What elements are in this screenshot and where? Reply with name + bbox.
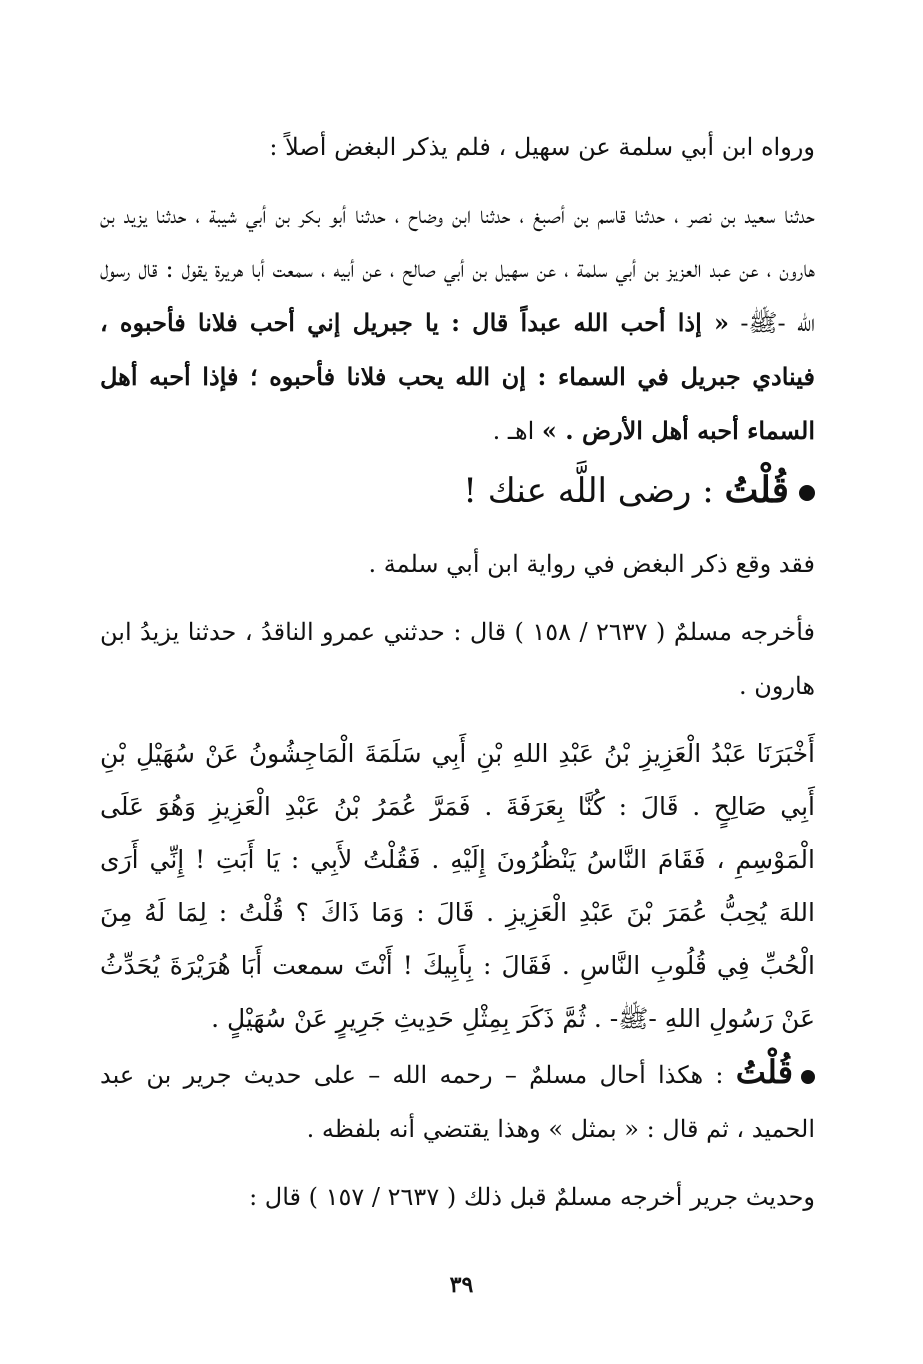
paragraph-intro: ورواه ابن أبي سلمة عن سهيل ، فلم يذكر البغض أصلاً : [269,133,815,161]
paragraph-isnad [100,188,815,458]
isnad-text: حدثنا سعيد بن نصر ، حدثنا قاسم بن أصبغ ، حدثنا ابن وضاح ، حدثنا أبو بكر بن أبي شيبة ، حدثنا يزيد بن هارون ، عن عبد العزيز بن أبي سلمة ، عن سهيل بن أبي صالح ، عن أبيه ، سمعت أبا هريرة يقول : قال رسول الله -ﷺ- [100,201,816,337]
heading-qult-2 [100,1045,815,1156]
qult-label: قُلْتُ [724,469,789,511]
paragraph-note: فقد وقع ذكر البغض في رواية ابن أبي سلمة . [368,550,815,578]
paragraph-takhrij: فأخرجه مسلمٌ ( ٢٦٣٧ / ١٥٨ ) قال : حدثني عمرو الناقدُ ، حدثنا يزيدُ ابن هارون . [100,618,816,700]
qult-text: : هكذا أحال مسلمٌ – رحمه الله – على حديث جرير بن عبد الحميد ، ثم قال : « بمثل » وهذا يقتضي أنه بلفظه . [100,1061,815,1143]
page-number: ٣٩ [449,1272,474,1298]
bullet-dot-icon [799,485,815,501]
quoted-hadith [100,727,815,1045]
page-body [100,120,815,1224]
paragraph-jarir: وحديث جرير أخرجه مسلمٌ قبل ذلك ( ٢٦٣٧ / ١٥٧ ) قال : [249,1183,815,1211]
qult-text: : رضى اللَّه عنك ! [463,471,714,511]
isnad-end: اهـ . [492,417,535,445]
hadith-text: « إذا أحب الله عبداً قال : يا جبريل إني أحب فلانا فأحبوه ، فينادي جبريل في السماء : إن الله يحب فلانا فأحبوه ؛ فإذا أحبه أهل السماء أحبه أهل الأرض . » [100,308,815,445]
qult-label: قُلْتُ [735,1053,793,1091]
quoted-hadith-text: أَخْبَرَنَا عَبْدُ الْعَزِيزِ بْنُ عَبْدِ اللهِ بْنِ أَبِي سَلَمَةَ الْمَاجِشُونُ عَنْ سُهَيْلِ بْنِ أَبِي صَالِحٍ . قَالَ : كُنَّا بِعَرَفَةَ . فَمَرَّ عُمَرُ بْنُ عَبْدِ الْعَزِيزِ وَهُوَ عَلَى الْمَوْسِمِ ، فَقَامَ النَّاسُ يَنْظُرُونَ إِلَيْهِ . فَقُلْتُ لأَبِي : يَا أَبَتِ ! إِنِّي أَرَى اللهَ يُحِبُّ عُمَرَ بْنَ عَبْدِ الْعَزِيزِ . قَالَ : وَمَا ذَاكَ ؟ قُلْتُ : لِمَا لَهُ مِنَ الْحُبِّ فِي قُلُوبِ النَّاسِ . فَقَالَ : بِأَبِيكَ ! أَنْتَ سمعت أَبَا هُرَيْرَةَ يُحَدِّثُ عَنْ رَسُولِ اللهِ -ﷺ- . ثُمَّ ذَكَرَ بِمِثْلِ حَدِيثِ جَرِيرٍ عَنْ سُهَيْلٍ . [100,739,815,1033]
bullet-dot-icon [801,1070,815,1084]
heading-qult-1 [100,458,815,523]
